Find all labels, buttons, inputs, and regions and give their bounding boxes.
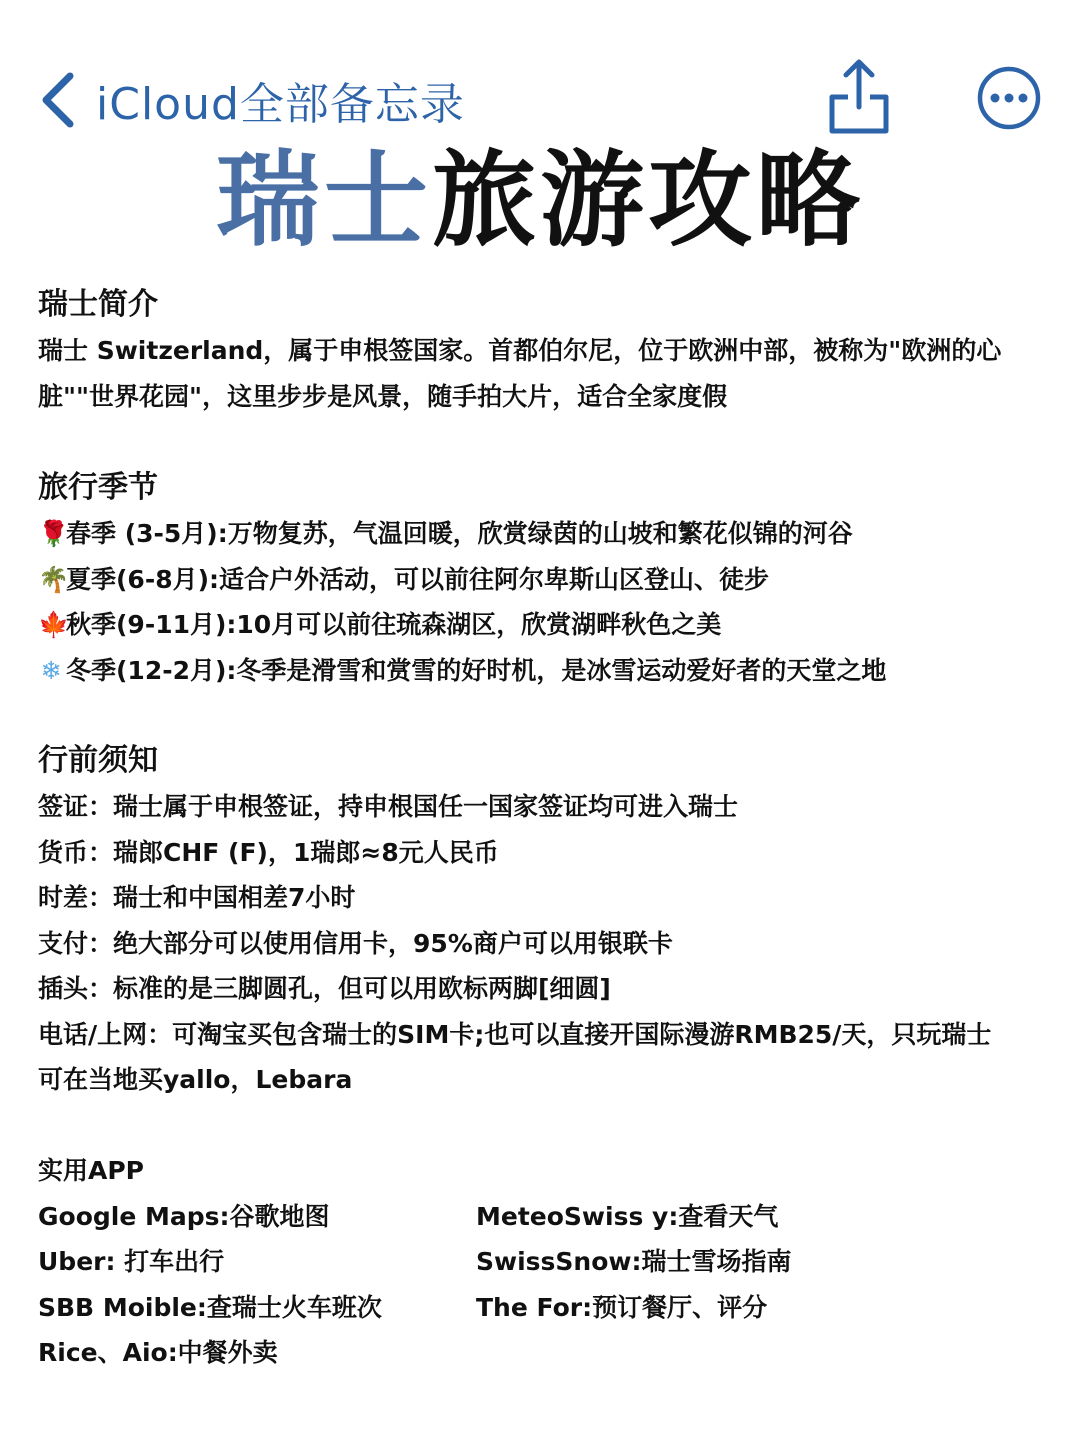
app-item: The For:预订餐厅、评分 bbox=[476, 1292, 768, 1322]
tip-item: 支付：绝大部分可以使用信用卡，95%商户可以用银联卡 bbox=[38, 928, 673, 958]
tip-item: 签证：瑞士属于申根签证，持申根国任一国家签证均可进入瑞士 bbox=[38, 792, 739, 821]
app-item: SBB Moible:查瑞士火车班次 bbox=[38, 1292, 382, 1322]
season-summer bbox=[38, 557, 1050, 603]
tip-item: 插头：标准的是三脚圆孔，但可以用欧标两脚[细圆] bbox=[38, 974, 611, 1003]
share-icon[interactable] bbox=[828, 57, 890, 135]
rose-icon: 🌹 bbox=[38, 519, 70, 548]
back-button-label: iCloud全部备忘录 bbox=[96, 79, 465, 130]
tip-item: 可在当地买yallo，Lebara bbox=[38, 1065, 353, 1094]
intro-line: 瑞士 Switzerland，属于申根签国家。首都伯尔尼，位于欧洲中部，被称为"欧洲的心 bbox=[38, 336, 1002, 365]
seasons-heading: 旅行季节 bbox=[38, 470, 158, 505]
page-title bbox=[0, 140, 1080, 260]
apps-list bbox=[38, 1194, 1050, 1376]
app-item: SwissSnow:瑞士雪场指南 bbox=[476, 1247, 792, 1276]
app-item: MeteoSwiss y:查看天气 bbox=[476, 1201, 779, 1231]
maple-leaf-icon: 🍁 bbox=[38, 610, 70, 639]
tip-item: 时差：瑞士和中国相差7小时 bbox=[38, 883, 356, 912]
intro-heading: 瑞士简介 bbox=[38, 287, 158, 322]
app-item: Google Maps:谷歌地图 bbox=[38, 1201, 330, 1231]
title-highlight: 瑞士 bbox=[215, 139, 432, 261]
tip-item: 电话/上网：可淘宝买包含瑞士的SIM卡;也可以直接开国际漫游RMB25/天，只玩瑞士 bbox=[38, 1019, 992, 1049]
snowflake-icon: ❄ bbox=[40, 655, 62, 685]
season-spring bbox=[38, 511, 1050, 557]
app-item: Rice、Aio:中餐外卖 bbox=[38, 1338, 278, 1367]
chevron-left-icon bbox=[38, 70, 78, 130]
navigation-bar bbox=[0, 55, 1080, 145]
season-autumn bbox=[38, 602, 1050, 648]
intro-line: 脏""世界花园"，这里步步是风景，随手拍大片，适合全家度假 bbox=[38, 382, 728, 411]
season-text: 夏季(6-8月):适合户外活动，可以前往阿尔卑斯山区登山、徒步 bbox=[66, 564, 770, 594]
tip-item: 货币：瑞郎CHF (F)，1瑞郎≈8元人民币 bbox=[38, 837, 499, 867]
season-text: 春季 (3-5月):万物复苏，气温回暖，欣赏绿茵的山坡和繁花似锦的河谷 bbox=[66, 519, 853, 548]
season-text: 秋季(9-11月):10月可以前往琉森湖区，欣赏湖畔秋色之美 bbox=[66, 610, 722, 639]
app-item: Uber: 打车出行 bbox=[38, 1247, 225, 1276]
palm-tree-icon: 🌴 bbox=[38, 564, 70, 594]
season-text: 冬季(12-2月):冬季是滑雪和赏雪的好时机，是冰雪运动爱好者的天堂之地 bbox=[66, 655, 887, 685]
apps-heading: 实用APP bbox=[38, 1155, 144, 1185]
tips-heading: 行前须知 bbox=[38, 743, 158, 778]
back-button[interactable] bbox=[38, 65, 465, 135]
app-item-empty bbox=[476, 1330, 1036, 1376]
title-main: 旅游攻略 bbox=[432, 139, 865, 261]
season-winter bbox=[38, 648, 1050, 694]
note-body[interactable] bbox=[38, 282, 1050, 1376]
more-icon[interactable] bbox=[976, 65, 1042, 131]
